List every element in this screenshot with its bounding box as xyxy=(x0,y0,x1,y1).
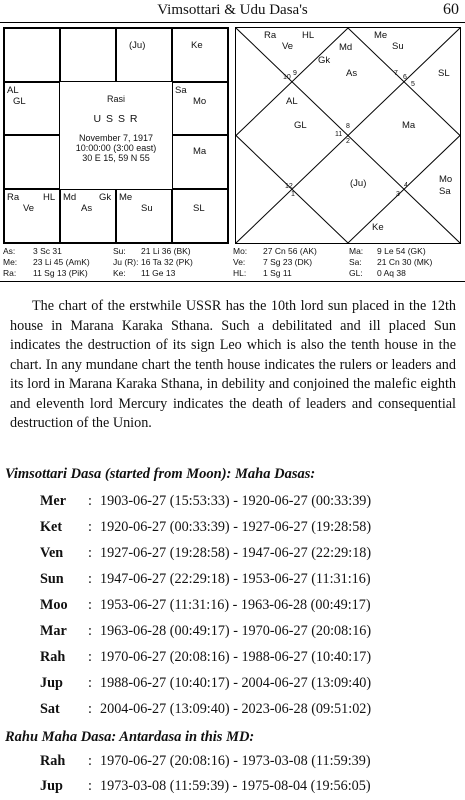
list-item: Moo : 1953-06-27 (11:31:16) - 1963-06-28 (00:49:17) xyxy=(40,593,371,618)
rasi-cell-pisces xyxy=(4,28,60,82)
table-cell: 16 Ta 32 (PK) xyxy=(141,257,193,267)
table-cell: 1 Sg 11 xyxy=(263,268,292,278)
house-number: 3 xyxy=(396,191,400,198)
dasa-planet: Jup xyxy=(40,675,63,691)
dasa-period: 1947-06-27 (22:29:18) - 1953-06-27 (11:31:16) xyxy=(100,571,371,587)
rasi-cell-capricorn xyxy=(4,135,60,189)
country-name: U S S R xyxy=(93,113,139,125)
house-number: 10 xyxy=(283,74,291,81)
table-cell: 21 Li 36 (BK) xyxy=(141,246,191,256)
rasi-label: Md xyxy=(63,192,77,203)
list-item: Mer : 1903-06-27 (15:53:33) - 1920-06-27 (00:33:39) xyxy=(40,489,371,514)
house-number: 12 xyxy=(285,183,293,190)
table-cell: Ra: xyxy=(3,268,17,278)
page-header xyxy=(0,0,465,23)
dasa-period: 1927-06-27 (19:28:58) - 1947-06-27 (22:29:18) xyxy=(100,545,372,561)
north-label: Ke xyxy=(372,222,384,233)
dasa-period: 1970-06-27 (20:08:16) - 1973-03-08 (11:59:39) xyxy=(100,753,371,769)
table-cell: 3 Sc 31 xyxy=(33,246,62,256)
house-number: 6 xyxy=(403,74,407,81)
table-cell: Sa: xyxy=(349,257,362,267)
north-label: As xyxy=(346,68,358,79)
dasa-planet: Mer xyxy=(40,493,66,509)
north-label: Gk xyxy=(318,55,331,66)
table-cell: 9 Le 54 (GK) xyxy=(377,246,426,256)
house-number: 2 xyxy=(346,138,350,145)
birth-time: 10:00:00 (3:00 east) xyxy=(75,143,157,153)
dasa-planet: Moo xyxy=(40,597,68,613)
north-label: GL xyxy=(294,120,307,131)
table-cell: 27 Cn 56 (AK) xyxy=(263,246,317,256)
rasi-cell-gemini xyxy=(172,28,228,82)
table-cell: 21 Cn 30 (MK) xyxy=(377,257,433,267)
rasi-cell-virgo xyxy=(172,189,228,243)
page-title: Vimsottari & Udu Dasa's xyxy=(157,2,308,18)
dasa-period: 1988-06-27 (10:40:17) - 2004-06-27 (13:09:40) xyxy=(100,675,372,691)
north-label: Sa xyxy=(439,186,451,197)
rasi-cell-scorpio xyxy=(60,189,116,243)
table-cell: Su: xyxy=(113,246,126,256)
list-item: Jup : 1973-03-08 (11:59:39) - 1975-08-04 (19:56:05) xyxy=(40,774,371,799)
rasi-cell-cancer xyxy=(172,82,228,135)
list-item: Rah : 1970-06-27 (20:08:16) - 1988-06-27 (10:40:17) xyxy=(40,645,371,670)
dasa-planet: Mar xyxy=(40,623,67,639)
rasi-chart-center xyxy=(60,82,172,189)
rasi-cell-taurus xyxy=(116,28,172,82)
north-label: (Ju) xyxy=(350,178,367,189)
dasa-planet: Sun xyxy=(40,571,64,587)
house-number: 4 xyxy=(404,182,408,189)
north-label: SL xyxy=(438,68,450,79)
table-cell: 0 Aq 38 xyxy=(377,268,406,278)
list-item: Ket : 1920-06-27 (00:33:39) - 1927-06-27 (19:28:58) xyxy=(40,515,371,540)
page-number: 60 xyxy=(443,1,459,18)
house-number: 8 xyxy=(346,123,350,130)
house-number: 11 xyxy=(335,131,343,138)
rasi-cell-aquarius xyxy=(4,82,60,135)
rasi-label: AL xyxy=(7,85,19,96)
list-item: Jup : 1988-06-27 (10:40:17) - 2004-06-27 (13:09:40) xyxy=(40,671,371,696)
north-chart-lines xyxy=(236,28,460,243)
table-cell: Me: xyxy=(3,257,18,267)
rasi-label: Sa xyxy=(175,85,187,96)
dasa-planet: Jup xyxy=(40,778,63,794)
rasi-cell-sagittarius xyxy=(4,189,60,243)
table-cell: Ma: xyxy=(349,246,364,256)
north-label: Me xyxy=(374,30,388,41)
dasa-period: 1973-03-08 (11:59:39) - 1975-08-04 (19:56:05) xyxy=(100,778,371,794)
table-cell: As: xyxy=(3,246,16,256)
rasi-label: Ma xyxy=(193,146,207,157)
rasi-label: As xyxy=(81,203,93,214)
divider xyxy=(0,281,465,282)
north-indian-chart xyxy=(235,27,461,244)
birth-date: November 7, 1917 xyxy=(78,133,154,143)
table-row xyxy=(3,268,461,279)
rasi-label: Gk xyxy=(99,192,112,203)
dasa-period: 1953-06-27 (11:31:16) - 1963-06-28 (00:49:17) xyxy=(100,597,371,613)
list-item: Mar : 1963-06-28 (00:49:17) - 1970-06-27 (20:08:16) xyxy=(40,619,371,644)
table-cell: 11 Ge 13 xyxy=(141,268,176,278)
rasi-label: Ve xyxy=(23,203,35,214)
dasa-planet: Sat xyxy=(40,701,60,717)
body-paragraph: The chart of the erstwhile USSR has the 10th lord sun placed in the 12th house in Marana Karaka Sthana. Such a debilitated and ill placed Sun indicates the destruction of its sign Leo which is also the tenth house in the chart. In any mundane chart the tenth house indicates the rulers or leaders and its lord in Marana Karaka Sthana, in debility and conjoined the malefic eighth and eleventh lord Mercury indicates the death of leaders and consequential destruction of the Union. xyxy=(10,298,456,431)
north-label: Md xyxy=(339,42,353,53)
birth-coords: 30 E 15, 59 N 55 xyxy=(82,153,150,163)
rasi-label: Ke xyxy=(191,40,203,51)
planet-positions-table xyxy=(3,246,461,279)
list-item: Sat : 2004-06-27 (13:09:40) - 2023-06-28 (09:51:02) xyxy=(40,697,371,722)
rasi-label: HL xyxy=(43,192,56,203)
table-cell: Mo: xyxy=(233,246,248,256)
dasa-period: 2004-06-27 (13:09:40) - 2023-06-28 (09:51:02) xyxy=(100,701,372,717)
dasa-planet: Rah xyxy=(40,649,66,665)
rasi-label: Su xyxy=(141,203,153,214)
antardasa-heading: Rahu Maha Dasa: Antardasa in this MD: xyxy=(5,729,255,745)
rasi-label: Mo xyxy=(193,96,207,107)
rasi-cell-leo xyxy=(172,135,228,189)
house-number: 7 xyxy=(394,70,398,77)
rasi-label: GL xyxy=(13,96,26,107)
dasa-period: 1920-06-27 (00:33:39) - 1927-06-27 (19:28:58) xyxy=(100,519,372,535)
dasa-period: 1970-06-27 (20:08:16) - 1988-06-27 (10:40:17) xyxy=(100,649,372,665)
list-item: Rah : 1970-06-27 (20:08:16) - 1973-03-08 (11:59:39) xyxy=(40,749,371,774)
dasa-period: 1963-06-28 (00:49:17) - 1970-06-27 (20:08:16) xyxy=(100,623,372,639)
maha-dasa-heading: Vimsottari Dasa (started from Moon): Maha Dasas: xyxy=(5,466,316,482)
north-label: Ve xyxy=(282,41,294,52)
dasa-planet: Ket xyxy=(40,519,63,535)
house-number: 1 xyxy=(291,191,295,198)
dasa-planet: Rah xyxy=(40,753,66,769)
rasi-cell-aries xyxy=(60,28,116,82)
table-cell: GL: xyxy=(349,268,363,278)
rasi-label: Ra xyxy=(7,192,20,203)
table-cell: Ju (R): xyxy=(113,257,139,267)
table-cell: HL: xyxy=(233,268,247,278)
north-label: Mo xyxy=(439,174,453,185)
north-label: Su xyxy=(392,41,404,52)
rasi-label: SL xyxy=(193,203,205,214)
dasa-period: 1903-06-27 (15:53:33) - 1920-06-27 (00:33:39) xyxy=(100,493,372,509)
table-row xyxy=(3,257,461,268)
north-label: Ma xyxy=(402,120,416,131)
table-cell: 23 Li 45 (AmK) xyxy=(33,257,90,267)
list-item: Sun : 1947-06-27 (22:29:18) - 1953-06-27 (11:31:16) xyxy=(40,567,371,592)
north-label: AL xyxy=(286,96,298,107)
house-number: 5 xyxy=(411,81,415,88)
rasi-chart xyxy=(3,27,229,244)
table-row xyxy=(3,246,461,257)
north-label: Ra xyxy=(264,30,277,41)
north-label: HL xyxy=(302,30,315,41)
rasi-label: (Ju) xyxy=(129,40,146,51)
table-cell: 11 Sg 13 (PiK) xyxy=(33,268,88,278)
dasa-planet: Ven xyxy=(40,545,64,561)
list-item: Ven : 1927-06-27 (19:28:58) - 1947-06-27 (22:29:18) xyxy=(40,541,371,566)
rasi-label: Me xyxy=(119,192,133,203)
chart-type-label: Rasi xyxy=(106,94,125,104)
table-cell: Ke: xyxy=(113,268,126,278)
rasi-cell-libra xyxy=(116,189,172,243)
house-number: 9 xyxy=(293,70,297,77)
table-cell: 7 Sg 23 (DK) xyxy=(263,257,313,267)
table-cell: Ve: xyxy=(233,257,246,267)
